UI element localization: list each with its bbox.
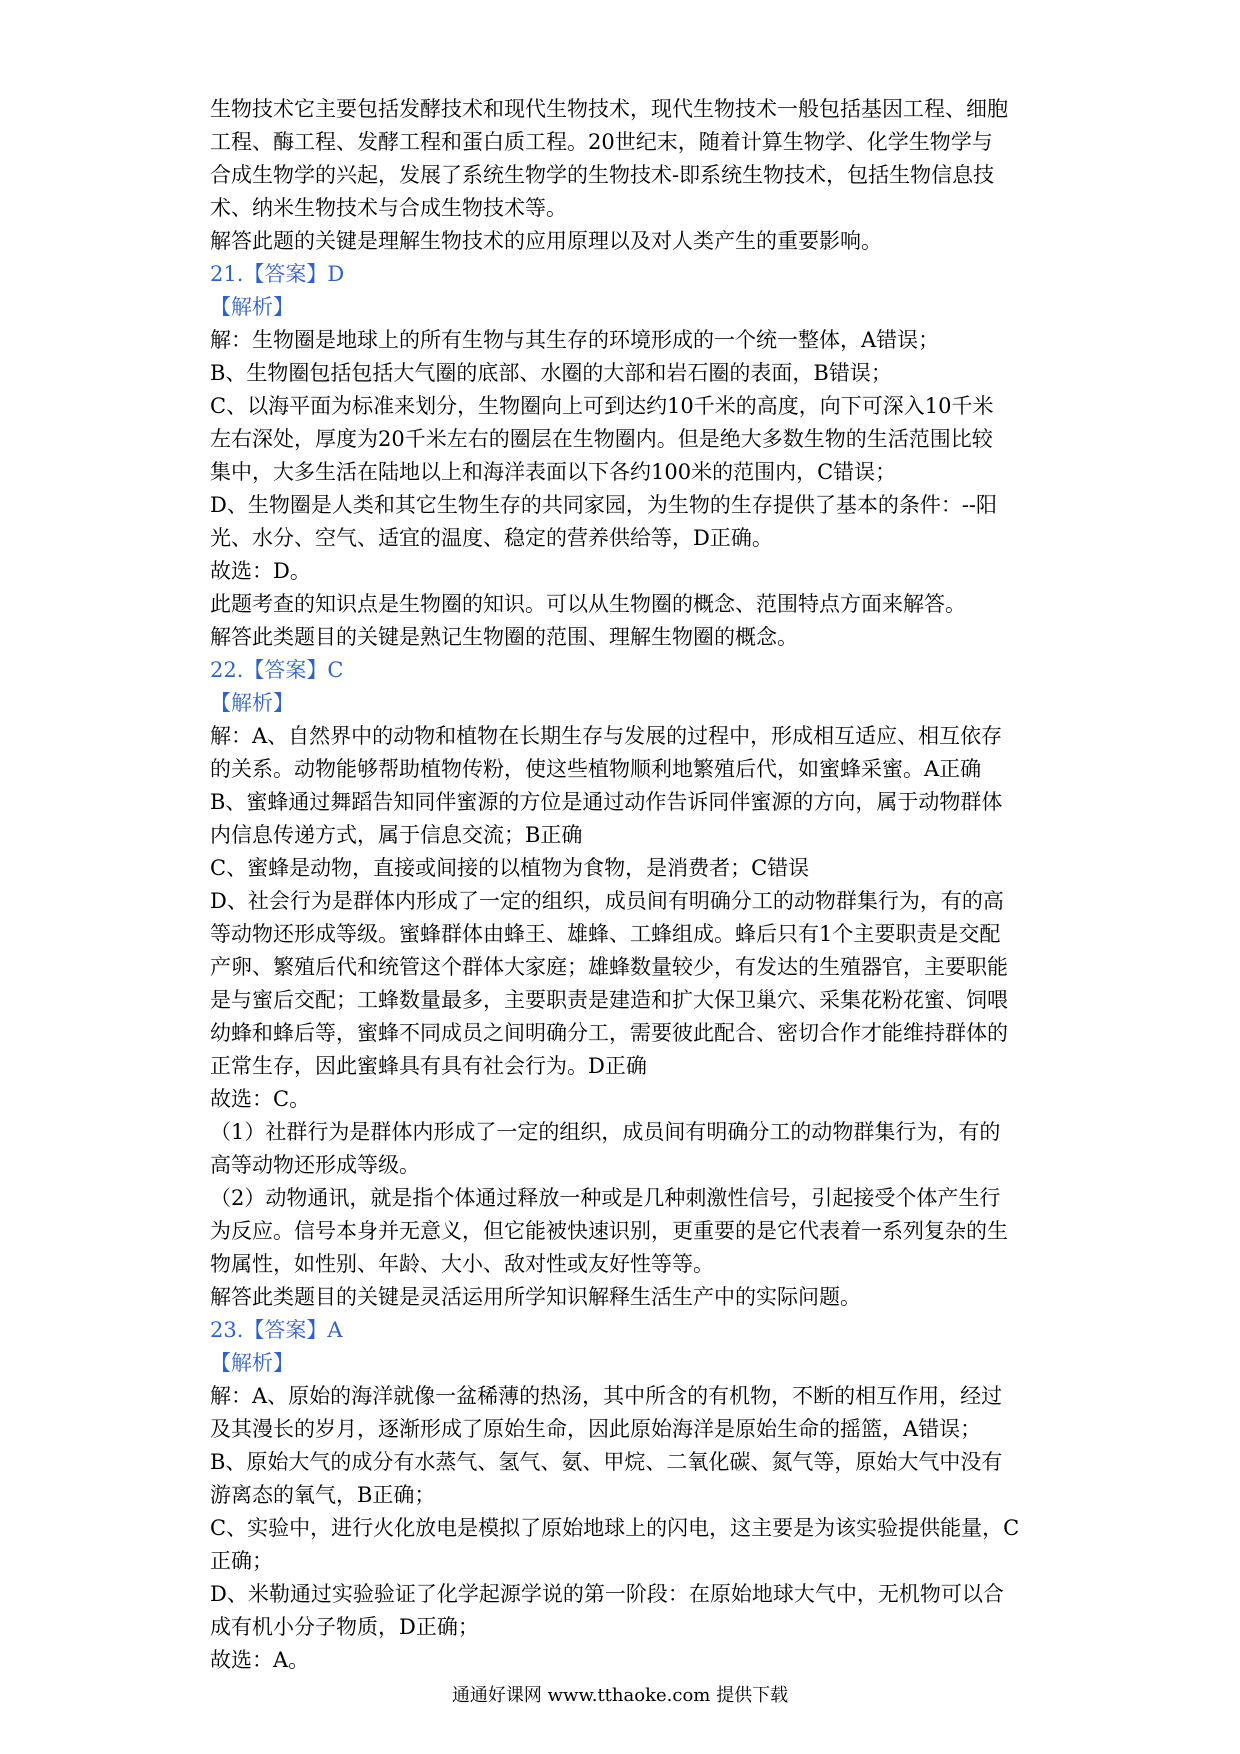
text-line: C、蜜蜂是动物，直接或间接的以植物为食物，是消费者；C错误 [210, 856, 810, 880]
section-heading-line: 【解析】 [210, 295, 294, 319]
text-line: 成有机小分子物质，D正确； [210, 1615, 479, 1639]
section-heading-line: 22.【答案】C [210, 658, 344, 682]
text-line: 是与蜜后交配；工蜂数量最多，主要职责是建造和扩大保卫巢穴、采集花粉花蜜、饲喂 [210, 988, 1008, 1012]
text-line: C、以海平面为标准来划分，生物圈向上可到达约10千米的高度，向下可深入10千米 [210, 394, 994, 418]
page-footer: 通通好课网 www.tthaoke.com 提供下载 [451, 1685, 789, 1706]
text-line: 术、纳米生物技术与合成生物技术等。 [210, 196, 567, 220]
text-line: D、生物圈是人类和其它生物生存的共同家园，为生物的生存提供了基本的条件：--阳 [210, 493, 998, 517]
text-line: 集中，大多生活在陆地以上和海洋表面以下各约100米的范围内，C错误； [210, 460, 897, 484]
text-line: 解：A、自然界中的动物和植物在长期生存与发展的过程中，形成相互适应、相互依存 [210, 724, 1003, 748]
section-heading-line: 23.【答案】A [210, 1318, 343, 1342]
text-line: 及其漫长的岁月，逐渐形成了原始生命，因此原始海洋是原始生命的摇篮，A错误； [210, 1417, 982, 1441]
text-line: 此题考查的知识点是生物圈的知识。可以从生物圈的概念、范围特点方面来解答。 [210, 592, 966, 616]
text-line: 游离态的氧气，B正确； [210, 1483, 436, 1507]
text-line: 内信息传递方式，属于信息交流；B正确 [210, 823, 583, 847]
text-line: D、米勒通过实验验证了化学起源学说的第一阶段：在原始地球大气中，无机物可以合 [210, 1582, 1004, 1606]
text-line: 合成生物学的兴起，发展了系统生物学的生物技术-即系统生物技术，包括生物信息技 [210, 163, 995, 187]
text-line: （2）动物通讯，就是指个体通过释放一种或是几种刺激性信号，引起接受个体产生行 [210, 1186, 1001, 1210]
text-line: 正常生存，因此蜜蜂具有具有社会行为。D正确 [210, 1054, 647, 1078]
text-line: 等动物还形成等级。蜜蜂群体由蜂王、雄蜂、工蜂组成。蜂后只有1个主要职责是交配 [210, 922, 1001, 946]
text-line: 左右深处，厚度为20千米左右的圈层在生物圈内。但是绝大多数生物的生活范围比较 [210, 427, 993, 451]
section-heading-line: 21.【答案】D [210, 262, 345, 286]
text-line: 物属性，如性别、年龄、大小、敌对性或友好性等等。 [210, 1252, 714, 1276]
text-line: 的关系。动物能够帮助植物传粉，使这些植物顺利地繁殖后代，如蜜蜂采蜜。A正确 [210, 757, 982, 781]
text-line: 故选：D。 [210, 559, 311, 583]
section-heading-line: 【解析】 [210, 691, 294, 715]
text-line: B、生物圈包括包括大气圈的底部、水圈的大部和岩石圈的表面，B错误； [210, 361, 892, 385]
text-line: B、蜜蜂通过舞蹈告知同伴蜜源的方位是通过动作告诉同伴蜜源的方向，属于动物群体 [210, 790, 1003, 814]
text-line: 幼蜂和蜂后等，蜜蜂不同成员之间明确分工，需要彼此配合、密切合作才能维持群体的 [210, 1021, 1008, 1045]
text-line: 解答此类题目的关键是熟记生物圈的范围、理解生物圈的概念。 [210, 625, 798, 649]
text-line: D、社会行为是群体内形成了一定的组织，成员间有明确分工的动物群集行为，有的高 [210, 889, 1004, 913]
text-line: 产卵、繁殖后代和统管这个群体大家庭；雄蜂数量较少，有发达的生殖器官，主要职能 [210, 955, 1008, 979]
text-line: B、原始大气的成分有水蒸气、氢气、氨、甲烷、二氧化碳、氮气等，原始大气中没有 [210, 1450, 1003, 1474]
text-line: 为反应。信号本身并无意义，但它能被快速识别，更重要的是它代表着一系列复杂的生 [210, 1219, 1008, 1243]
text-line: 高等动物还形成等级。 [210, 1153, 420, 1177]
text-line: 光、水分、空气、适宜的温度、稳定的营养供给等，D正确。 [210, 526, 773, 550]
text-line: （1）社群行为是群体内形成了一定的组织，成员间有明确分工的动物群集行为，有的 [210, 1120, 1001, 1144]
text-line: 正确； [210, 1549, 273, 1573]
text-line: 生物技术它主要包括发酵技术和现代生物技术，现代生物技术一般包括基因工程、细胞 [210, 97, 1008, 121]
text-line: 解答此类题目的关键是灵活运用所学知识解释生活生产中的实际问题。 [210, 1285, 861, 1309]
text-line: 解：A、原始的海洋就像一盆稀薄的热汤，其中所含的有机物，不断的相互作用，经过 [210, 1384, 1003, 1408]
text-line: 解答此题的关键是理解生物技术的应用原理以及对人类产生的重要影响。 [210, 229, 882, 253]
text-line: 故选：C。 [210, 1087, 311, 1111]
text-line: 故选：A。 [210, 1648, 310, 1672]
text-line: 工程、酶工程、发酵工程和蛋白质工程。20世纪末，随着计算生物学、化学生物学与 [210, 130, 993, 154]
section-heading-line: 【解析】 [210, 1351, 294, 1375]
answer-explanations [210, 93, 1040, 1677]
text-line: 解：生物圈是地球上的所有生物与其生存的环境形成的一个统一整体，A错误； [210, 328, 940, 352]
text-line: C、实验中，进行火化放电是模拟了原始地球上的闪电，这主要是为该实验提供能量，C [210, 1516, 1020, 1540]
